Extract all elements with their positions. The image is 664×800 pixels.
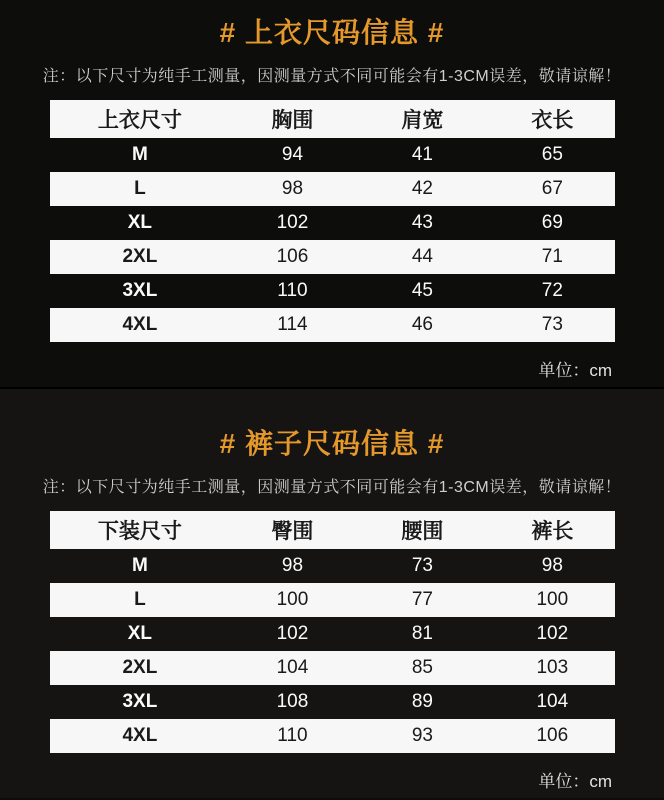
value-cell: 100 (536, 589, 569, 610)
value-cell: 94 (281, 144, 304, 165)
value-cell: 102 (536, 623, 569, 644)
value-cell: 106 (276, 246, 309, 267)
value-cell: 69 (541, 212, 563, 233)
value-cell: 77 (411, 589, 433, 610)
value-cell: 114 (277, 314, 308, 335)
table-row (50, 583, 615, 617)
header-cell-pant-length: 裤长 (531, 520, 574, 543)
table-header-row (50, 511, 615, 549)
table-row (50, 685, 615, 719)
value-cell: 98 (541, 555, 563, 576)
tops-size-table (50, 100, 615, 342)
value-cell: 108 (276, 691, 309, 712)
table-header-row (50, 100, 615, 138)
section-title-pants: # 裤子尺码信息 # (219, 428, 445, 459)
pants-size-table (50, 511, 615, 753)
value-cell: 93 (411, 725, 433, 746)
section-pants-size-info (0, 387, 664, 798)
size-cell: L (134, 589, 146, 610)
table-row (50, 651, 615, 685)
size-cell: 3XL (122, 691, 158, 712)
value-cell: 110 (277, 725, 308, 746)
measurement-disclaimer-note: 注：以下尺寸为纯手工测量，因测量方式不同可能会有1-3CM误差，敬请谅解！ (42, 68, 622, 85)
table-row (50, 549, 615, 583)
header-cell-size: 上衣尺寸 (97, 109, 182, 132)
value-cell: 98 (281, 555, 304, 576)
section-title-tops: # 上衣尺码信息 # (219, 17, 445, 48)
header-cell-waist: 腰围 (401, 520, 444, 543)
value-cell: 46 (411, 314, 433, 335)
value-cell: 72 (541, 280, 563, 301)
size-cell: XL (127, 623, 153, 644)
value-cell: 65 (541, 144, 563, 165)
value-cell: 102 (276, 212, 309, 233)
unit-label: 单位：cm (538, 772, 612, 791)
value-cell: 104 (276, 657, 309, 678)
size-cell: M (131, 555, 148, 576)
size-cell: L (134, 178, 146, 199)
size-cell: 2XL (122, 657, 158, 678)
value-cell: 102 (276, 623, 309, 644)
value-cell: 71 (541, 246, 563, 267)
value-cell: 103 (536, 657, 569, 678)
value-cell: 100 (276, 589, 309, 610)
size-cell: M (131, 144, 148, 165)
header-cell-shoulder: 肩宽 (401, 109, 444, 132)
unit-label: 单位：cm (538, 361, 612, 380)
value-cell: 110 (277, 280, 308, 301)
table-row (50, 274, 615, 308)
value-cell: 73 (541, 314, 563, 335)
value-cell: 81 (411, 623, 433, 644)
table-row (50, 719, 615, 753)
value-cell: 45 (411, 280, 433, 301)
value-cell: 41 (411, 144, 433, 165)
size-cell: XL (127, 212, 153, 233)
size-cell: 2XL (122, 246, 158, 267)
table-row (50, 308, 615, 342)
size-cell: 4XL (122, 725, 158, 746)
header-cell-length: 衣长 (531, 109, 574, 132)
value-cell: 43 (411, 212, 433, 233)
value-cell: 98 (281, 178, 304, 199)
table-row (50, 240, 615, 274)
value-cell: 89 (411, 691, 433, 712)
size-cell: 4XL (122, 314, 158, 335)
value-cell: 44 (411, 246, 433, 267)
size-cell: 3XL (122, 280, 158, 301)
section-tops-size-info (0, 0, 664, 387)
table-row (50, 172, 615, 206)
value-cell: 106 (536, 725, 569, 746)
table-row (50, 617, 615, 651)
value-cell: 104 (536, 691, 569, 712)
table-row (50, 138, 615, 172)
measurement-disclaimer-note: 注：以下尺寸为纯手工测量，因测量方式不同可能会有1-3CM误差，敬请谅解！ (42, 479, 622, 496)
value-cell: 42 (411, 178, 433, 199)
value-cell: 73 (411, 555, 433, 576)
header-cell-hip: 臀围 (271, 520, 314, 543)
value-cell: 67 (541, 178, 563, 199)
value-cell: 85 (411, 657, 433, 678)
header-cell-chest: 胸围 (271, 109, 314, 132)
header-cell-size: 下装尺寸 (97, 520, 182, 543)
table-row (50, 206, 615, 240)
